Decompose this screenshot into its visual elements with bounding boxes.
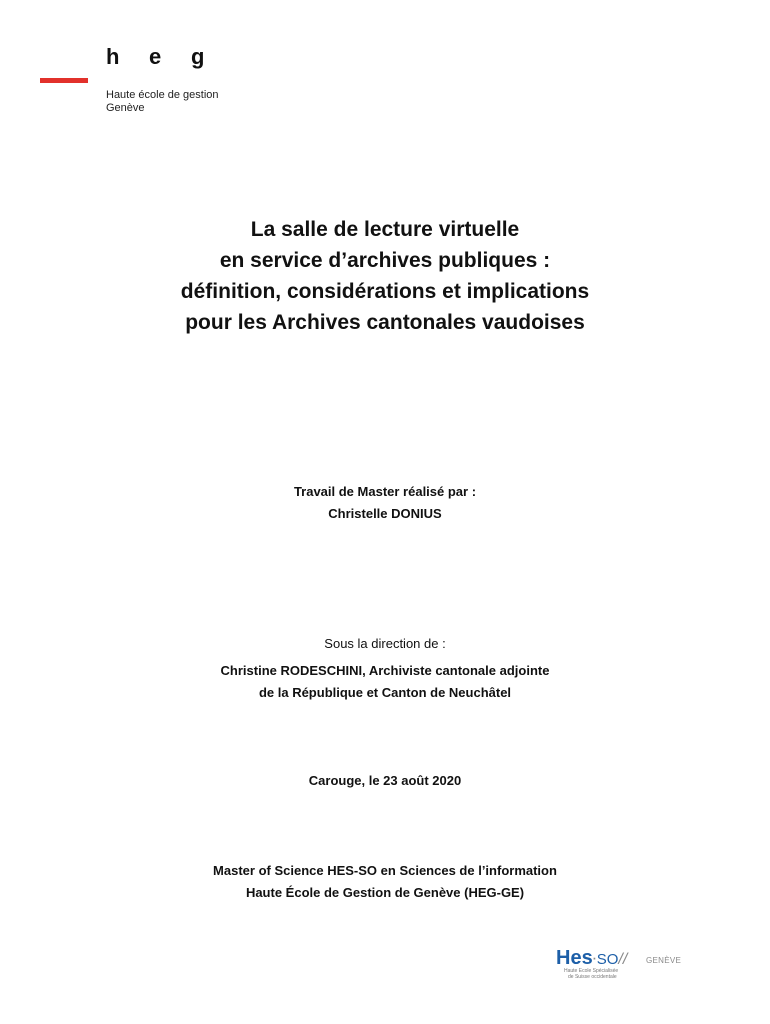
author-name: Christelle DONIUS [328, 506, 442, 521]
degree-line1: Master of Science HES-SO en Sciences de l’information [213, 863, 557, 878]
logo-letter-g: g [191, 44, 205, 69]
title-line3: définition, considérations et implications [180, 280, 590, 303]
title-line4: pour les Archives cantonales vaudoises [185, 311, 585, 334]
hesso-so: SO [596, 951, 619, 968]
degree-line2: Haute École de Gestion de Genève (HEG-GE) [245, 885, 525, 900]
hesso-slashes: // [618, 951, 628, 968]
supervisor-line2: de la République et Canton de Neuchâtel [258, 685, 512, 700]
hesso-hes: Hes [556, 947, 593, 969]
logo-subtitle [106, 89, 219, 115]
logo-letter-e: e [149, 44, 162, 69]
hesso-sub-line2: de Suisse occidentale [568, 974, 617, 980]
direction-block [0, 660, 770, 704]
supervisor-line1: Christine RODESCHINI, Archiviste cantonale adjointe [220, 663, 550, 678]
document-title [0, 214, 770, 338]
hesso-dot: · [592, 951, 597, 966]
title-line1: La salle de lecture virtuelle [250, 218, 520, 241]
author-block [0, 481, 770, 525]
hesso-subtitle [564, 968, 618, 980]
place-date: Carouge, le 23 août 2020 [308, 773, 462, 788]
hesso-logo [556, 946, 686, 986]
degree-block [0, 860, 770, 904]
logo-red-bar [40, 78, 88, 83]
logo-subtitle-line1: Haute école de gestion [106, 89, 219, 101]
hesso-sub-line1: Haute Ecole Spécialisée [564, 968, 619, 974]
author-label: Travail de Master réalisé par : [293, 484, 477, 499]
logo-subtitle-line2: Genève [106, 102, 145, 114]
logo-letter-h: h [106, 44, 120, 69]
hesso-geneve: GENÈVE [646, 956, 682, 965]
direction-label: Sous la direction de : [324, 636, 446, 651]
title-line2: en service d’archives publiques : [219, 249, 551, 272]
